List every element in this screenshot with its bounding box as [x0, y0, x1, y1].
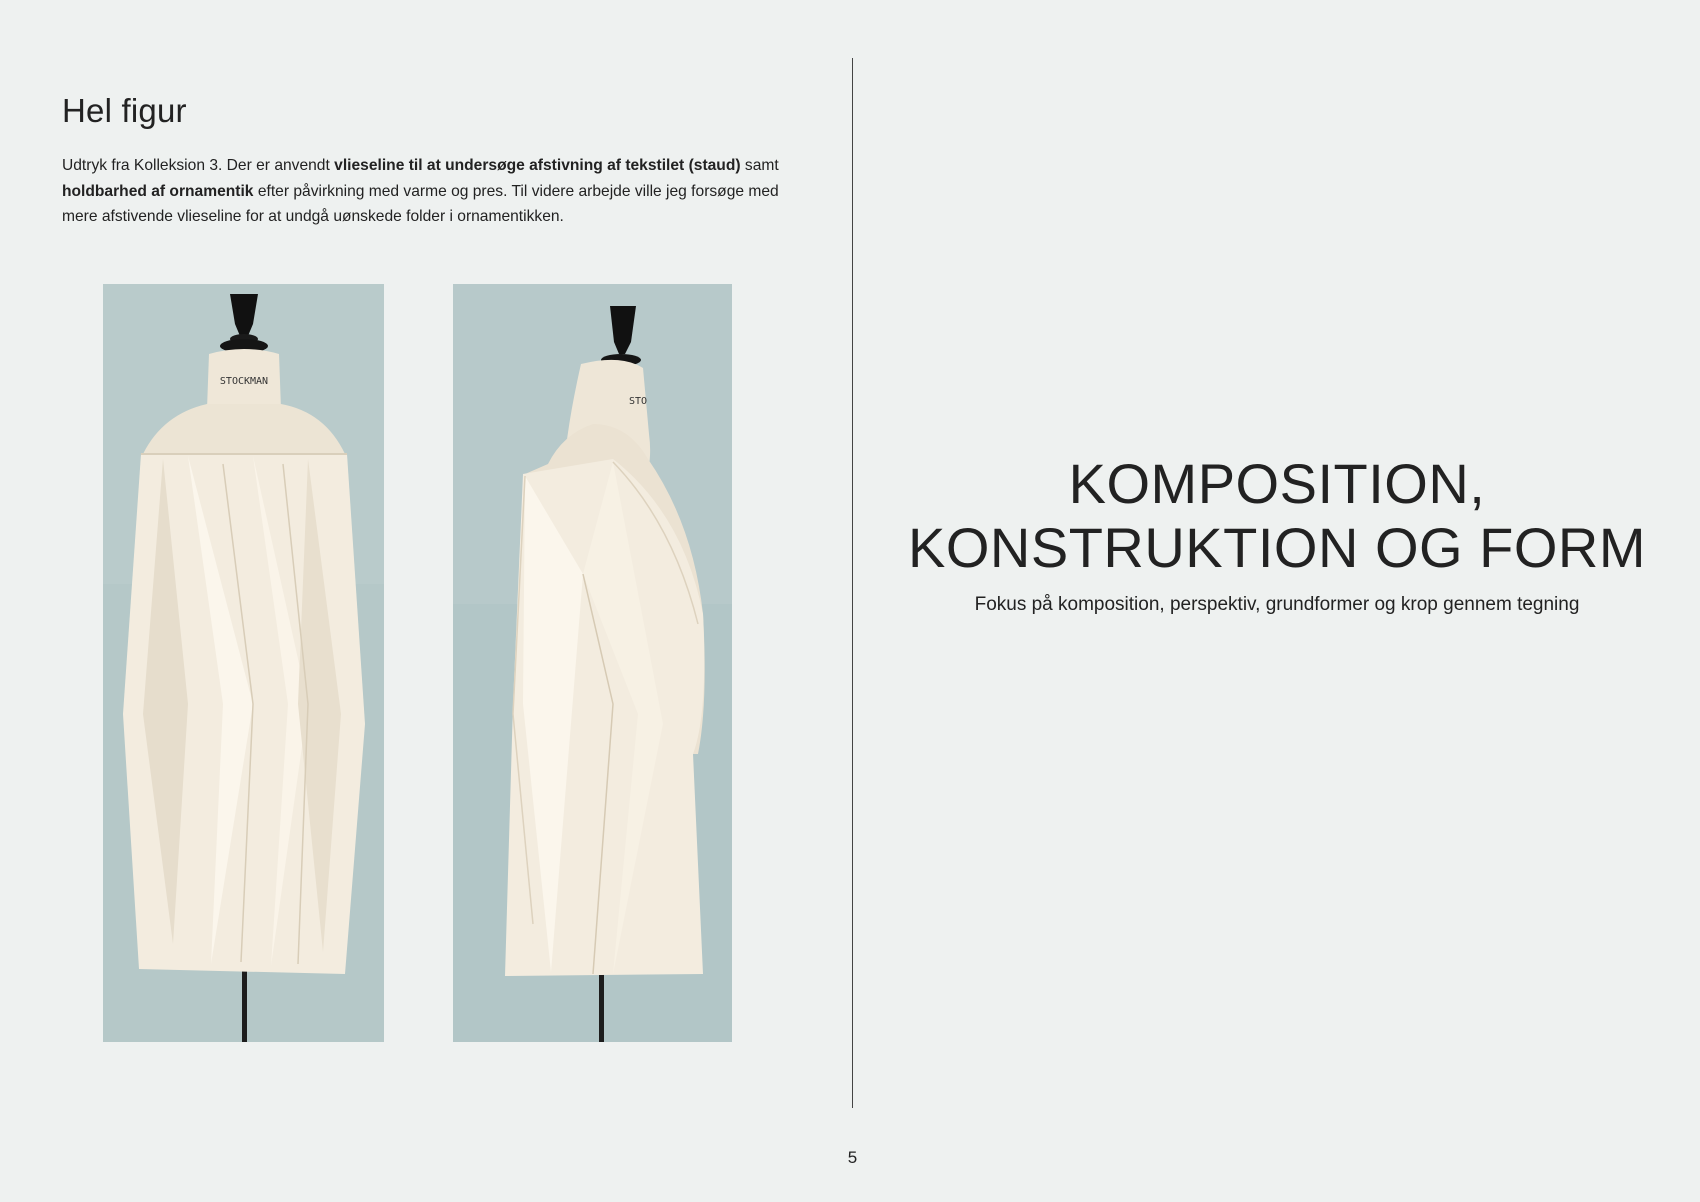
- page-number: 5: [847, 1148, 858, 1167]
- dress-side-illustration: [453, 284, 732, 1042]
- dress-front-illustration: [103, 284, 384, 1042]
- section-title-line-1: KOMPOSITION,: [1068, 452, 1486, 515]
- intro-bold-2: holdbarhed af ornamentik: [62, 182, 254, 200]
- page-divider: [852, 58, 853, 1108]
- intro-text-2: samt: [740, 157, 779, 174]
- dress-side-photo: [453, 284, 732, 1042]
- page-heading: Hel figur: [62, 92, 187, 129]
- intro-text-1: Udtryk fra Kolleksion 3. Der er anvendt: [62, 157, 335, 174]
- section-subtitle: Fokus på komposition, perspektiv, grundformer og krop gennem tegning: [974, 594, 1580, 615]
- section-title-line-2: KONSTRUKTION OG FORM: [908, 516, 1646, 579]
- intro-text-3: efter påvirkning med varme og pres. Til videre arbejde ville jeg forsøge med mere afstivende vlieseline for at undgå uønskede folder i ornamentikken.: [62, 182, 779, 225]
- section-title: [854, 452, 1700, 580]
- intro-bold-1: vlieseline til at undersøge afstivning af tekstilet (staud): [334, 157, 741, 174]
- side-brand-mark: STO: [628, 396, 648, 407]
- right-page: [854, 0, 1700, 1202]
- dress-front-photo: [103, 284, 384, 1042]
- intro-paragraph: [62, 153, 792, 230]
- front-brand-mark: STOCKMAN: [219, 376, 269, 387]
